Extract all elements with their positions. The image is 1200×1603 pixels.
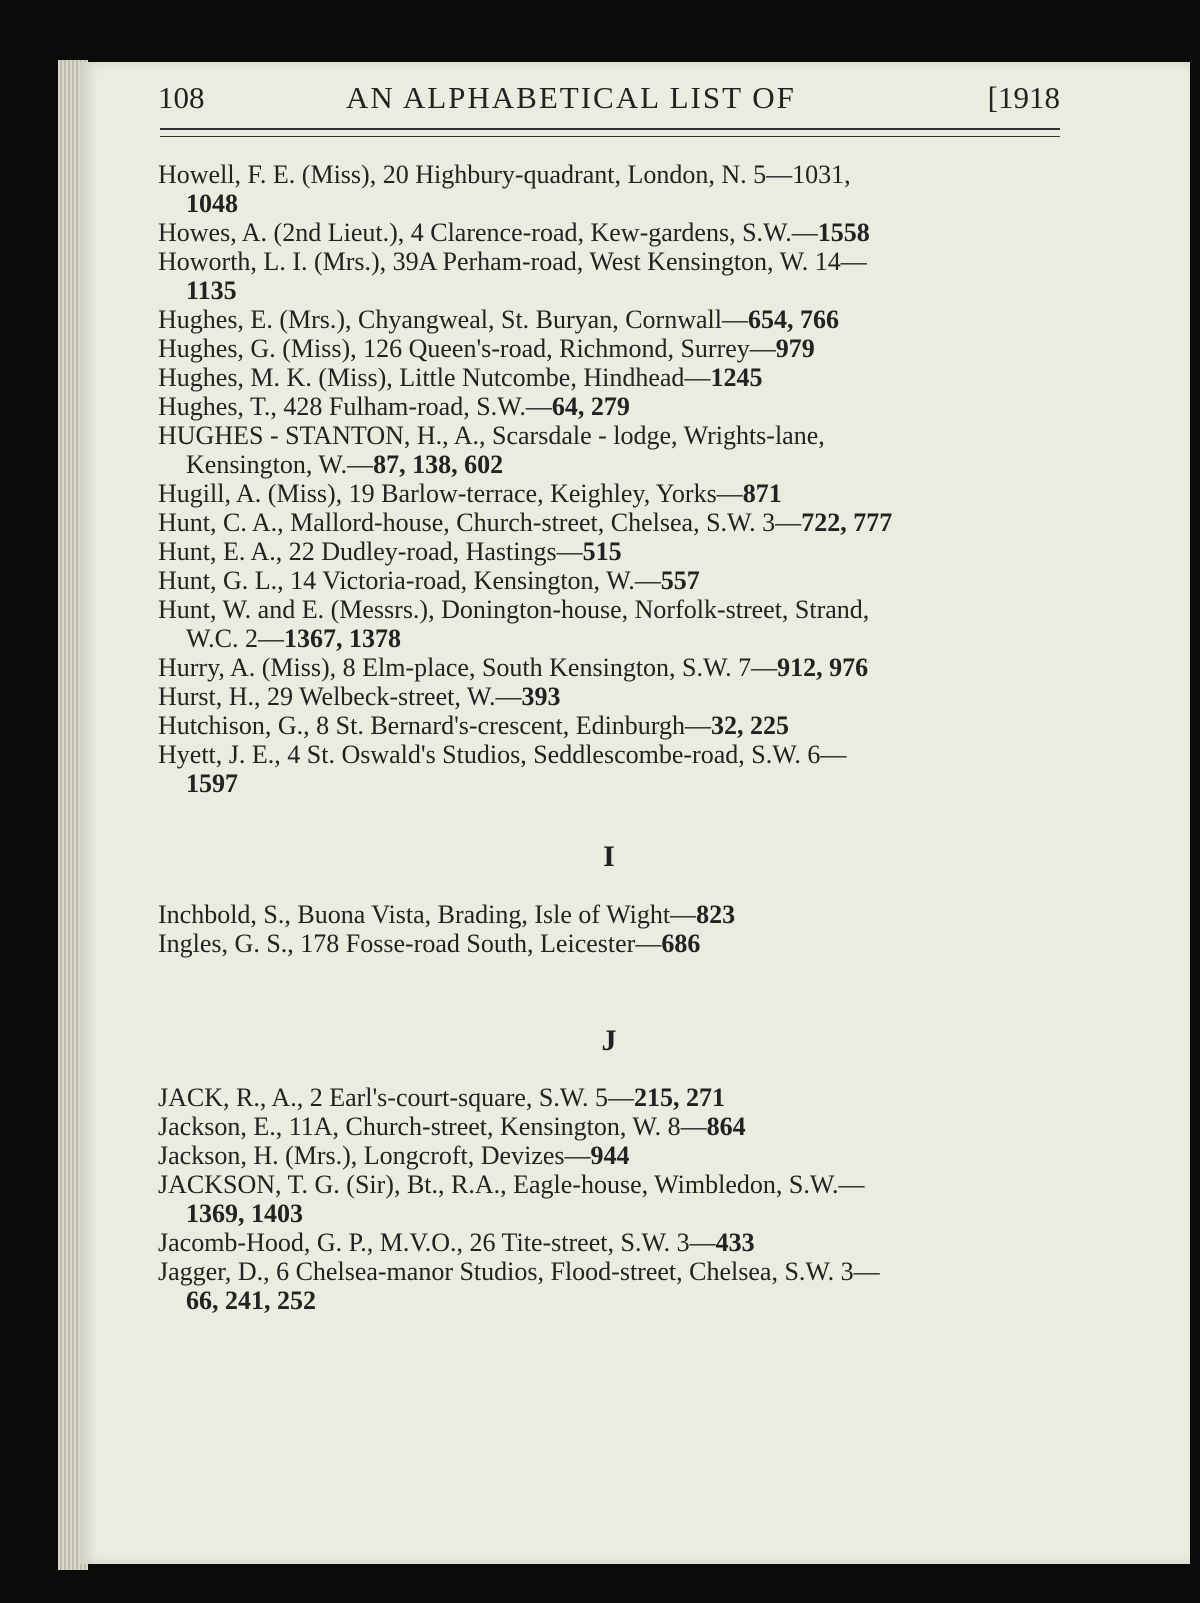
entry-exhibit-numbers: 686 [661,929,701,958]
entry-exhibit-numbers: 557 [660,566,700,595]
entry-exhibit-numbers: 912, 976 [777,653,869,682]
entry-exhibit-numbers: 823 [696,900,736,929]
entry-text: Jackson, H. (Mrs.), Longcroft, Devizes— [158,1141,591,1170]
list-entry [158,900,1060,929]
entry-text: Hughes, E. (Mrs.), Chyangweal, St. Buryan, Cornwall— [158,305,748,334]
list-entry [158,1170,1060,1228]
entry-exhibit-numbers: 1367, 1378 [284,624,401,653]
entry-text: Kensington, W.— [186,450,374,479]
entry-exhibit-numbers: 87, 138, 602 [373,450,504,479]
list-entry [158,305,1060,334]
list-entry [158,218,1060,247]
entry-text: Hughes, G. (Miss), 126 Queen's-road, Richmond, Surrey— [158,334,776,363]
list-entry [158,537,1060,566]
entry-exhibit-numbers: 1597 [186,769,238,798]
list-entry [158,334,1060,363]
entries-list-j [158,1083,1060,1315]
entry-exhibit-numbers: 64, 279 [551,392,630,421]
section-heading-j: J [601,1024,617,1057]
entry-text: Hurry, A. (Miss), 8 Elm-place, South Kensington, S.W. 7— [158,653,778,682]
entry-exhibit-numbers: 722, 777 [801,508,893,537]
entry-text: Hunt, C. A., Mallord-house, Church-street, Chelsea, S.W. 3— [158,508,802,537]
list-entry [158,1228,1060,1257]
entry-exhibit-numbers: 944 [590,1141,630,1170]
running-head [158,80,1060,124]
entry-exhibit-numbers: 32, 225 [711,711,789,740]
entry-text: Jackson, E., 11A, Church-street, Kensington, W. 8— [158,1112,707,1141]
entry-text: W.C. 2— [186,624,284,653]
list-entry [158,1083,1060,1112]
entry-exhibit-numbers: 66, 241, 252 [186,1286,316,1315]
list-entry [158,160,1060,218]
section-heading-i: I [603,840,615,873]
entry-text: Jacomb-Hood, G. P., M.V.O., 26 Tite-street, S.W. 3— [158,1228,716,1257]
entry-text: Hugill, A. (Miss), 19 Barlow-terrace, Keighley, Yorks— [158,479,743,508]
entry-text: JACKSON, T. G. (Sir), Bt., R.A., Eagle-house, Wimbledon, S.W.— [158,1170,865,1199]
entry-text: Hutchison, G., 8 St. Bernard's-crescent, Edinburgh— [158,711,711,740]
entry-exhibit-numbers: 1369, 1403 [186,1199,303,1228]
entries-list-h [158,160,1060,798]
entry-exhibit-numbers: 871 [742,479,782,508]
entry-exhibit-numbers: 1135 [186,276,237,305]
list-entry [158,1257,1060,1315]
header-rule-thin [160,136,1060,137]
entries-list-i [158,900,1060,958]
list-entry [158,1112,1060,1141]
entry-exhibit-numbers: 433 [715,1228,755,1257]
entry-text: Jagger, D., 6 Chelsea-manor Studios, Flood-street, Chelsea, S.W. 3— [158,1257,880,1286]
entry-text: Hunt, W. and E. (Messrs.), Donington-house, Norfolk-street, Strand, [158,595,870,624]
list-entry [158,479,1060,508]
entry-exhibit-numbers: 864 [706,1112,746,1141]
entry-exhibit-numbers: 1558 [817,218,870,247]
list-entry [158,595,1060,653]
list-entry [158,929,1060,958]
year-mark: [1918 [987,80,1060,115]
entry-text: Hurst, H., 29 Welbeck-street, W.— [158,682,522,711]
list-entry [158,421,1060,479]
list-entry [158,1141,1060,1170]
entry-text: JACK, R., A., 2 Earl's-court-square, S.W. 5— [158,1083,635,1112]
page-title: AN ALPHABETICAL LIST OF [346,80,796,115]
entry-text: Ingles, G. S., 178 Fosse-road South, Leicester— [158,929,662,958]
entry-text: Howell, F. E. (Miss), 20 Highbury-quadrant, London, N. 5—1031, [158,160,851,189]
entry-exhibit-numbers: 654, 766 [747,305,839,334]
list-entry [158,247,1060,305]
entry-text: Howes, A. (2nd Lieut.), 4 Clarence-road, Kew-gardens, S.W.— [158,218,818,247]
list-entry [158,566,1060,595]
entry-exhibit-numbers: 1245 [710,363,763,392]
entry-text: HUGHES - STANTON, H., A., Scarsdale - lodge, Wrights-lane, [158,421,825,450]
entry-text: Hyett, J. E., 4 St. Oswald's Studios, Seddlescombe-road, S.W. 6— [158,740,847,769]
entry-exhibit-numbers: 515 [582,537,622,566]
page-number: 108 [158,80,205,115]
entry-exhibit-numbers: 979 [775,334,815,363]
list-entry [158,711,1060,740]
entry-text: Hunt, G. L., 14 Victoria-road, Kensington, W.— [158,566,661,595]
list-entry [158,508,1060,537]
entry-exhibit-numbers: 393 [521,682,561,711]
list-entry [158,682,1060,711]
header-rule [160,128,1060,130]
list-entry [158,363,1060,392]
entry-text: Hunt, E. A., 22 Dudley-road, Hastings— [158,537,583,566]
entry-exhibit-numbers: 1048 [186,189,238,218]
entry-text: Inchbold, S., Buona Vista, Brading, Isle of Wight— [158,900,697,929]
entry-text: Hughes, M. K. (Miss), Little Nutcombe, Hindhead— [158,363,711,392]
entry-text: Hughes, T., 428 Fulham-road, S.W.— [158,392,552,421]
list-entry [158,740,1060,798]
entry-exhibit-numbers: 215, 271 [634,1083,726,1112]
list-entry [158,392,1060,421]
list-entry [158,653,1060,682]
entry-text: Howorth, L. I. (Mrs.), 39A Perham-road, West Kensington, W. 14— [158,247,867,276]
